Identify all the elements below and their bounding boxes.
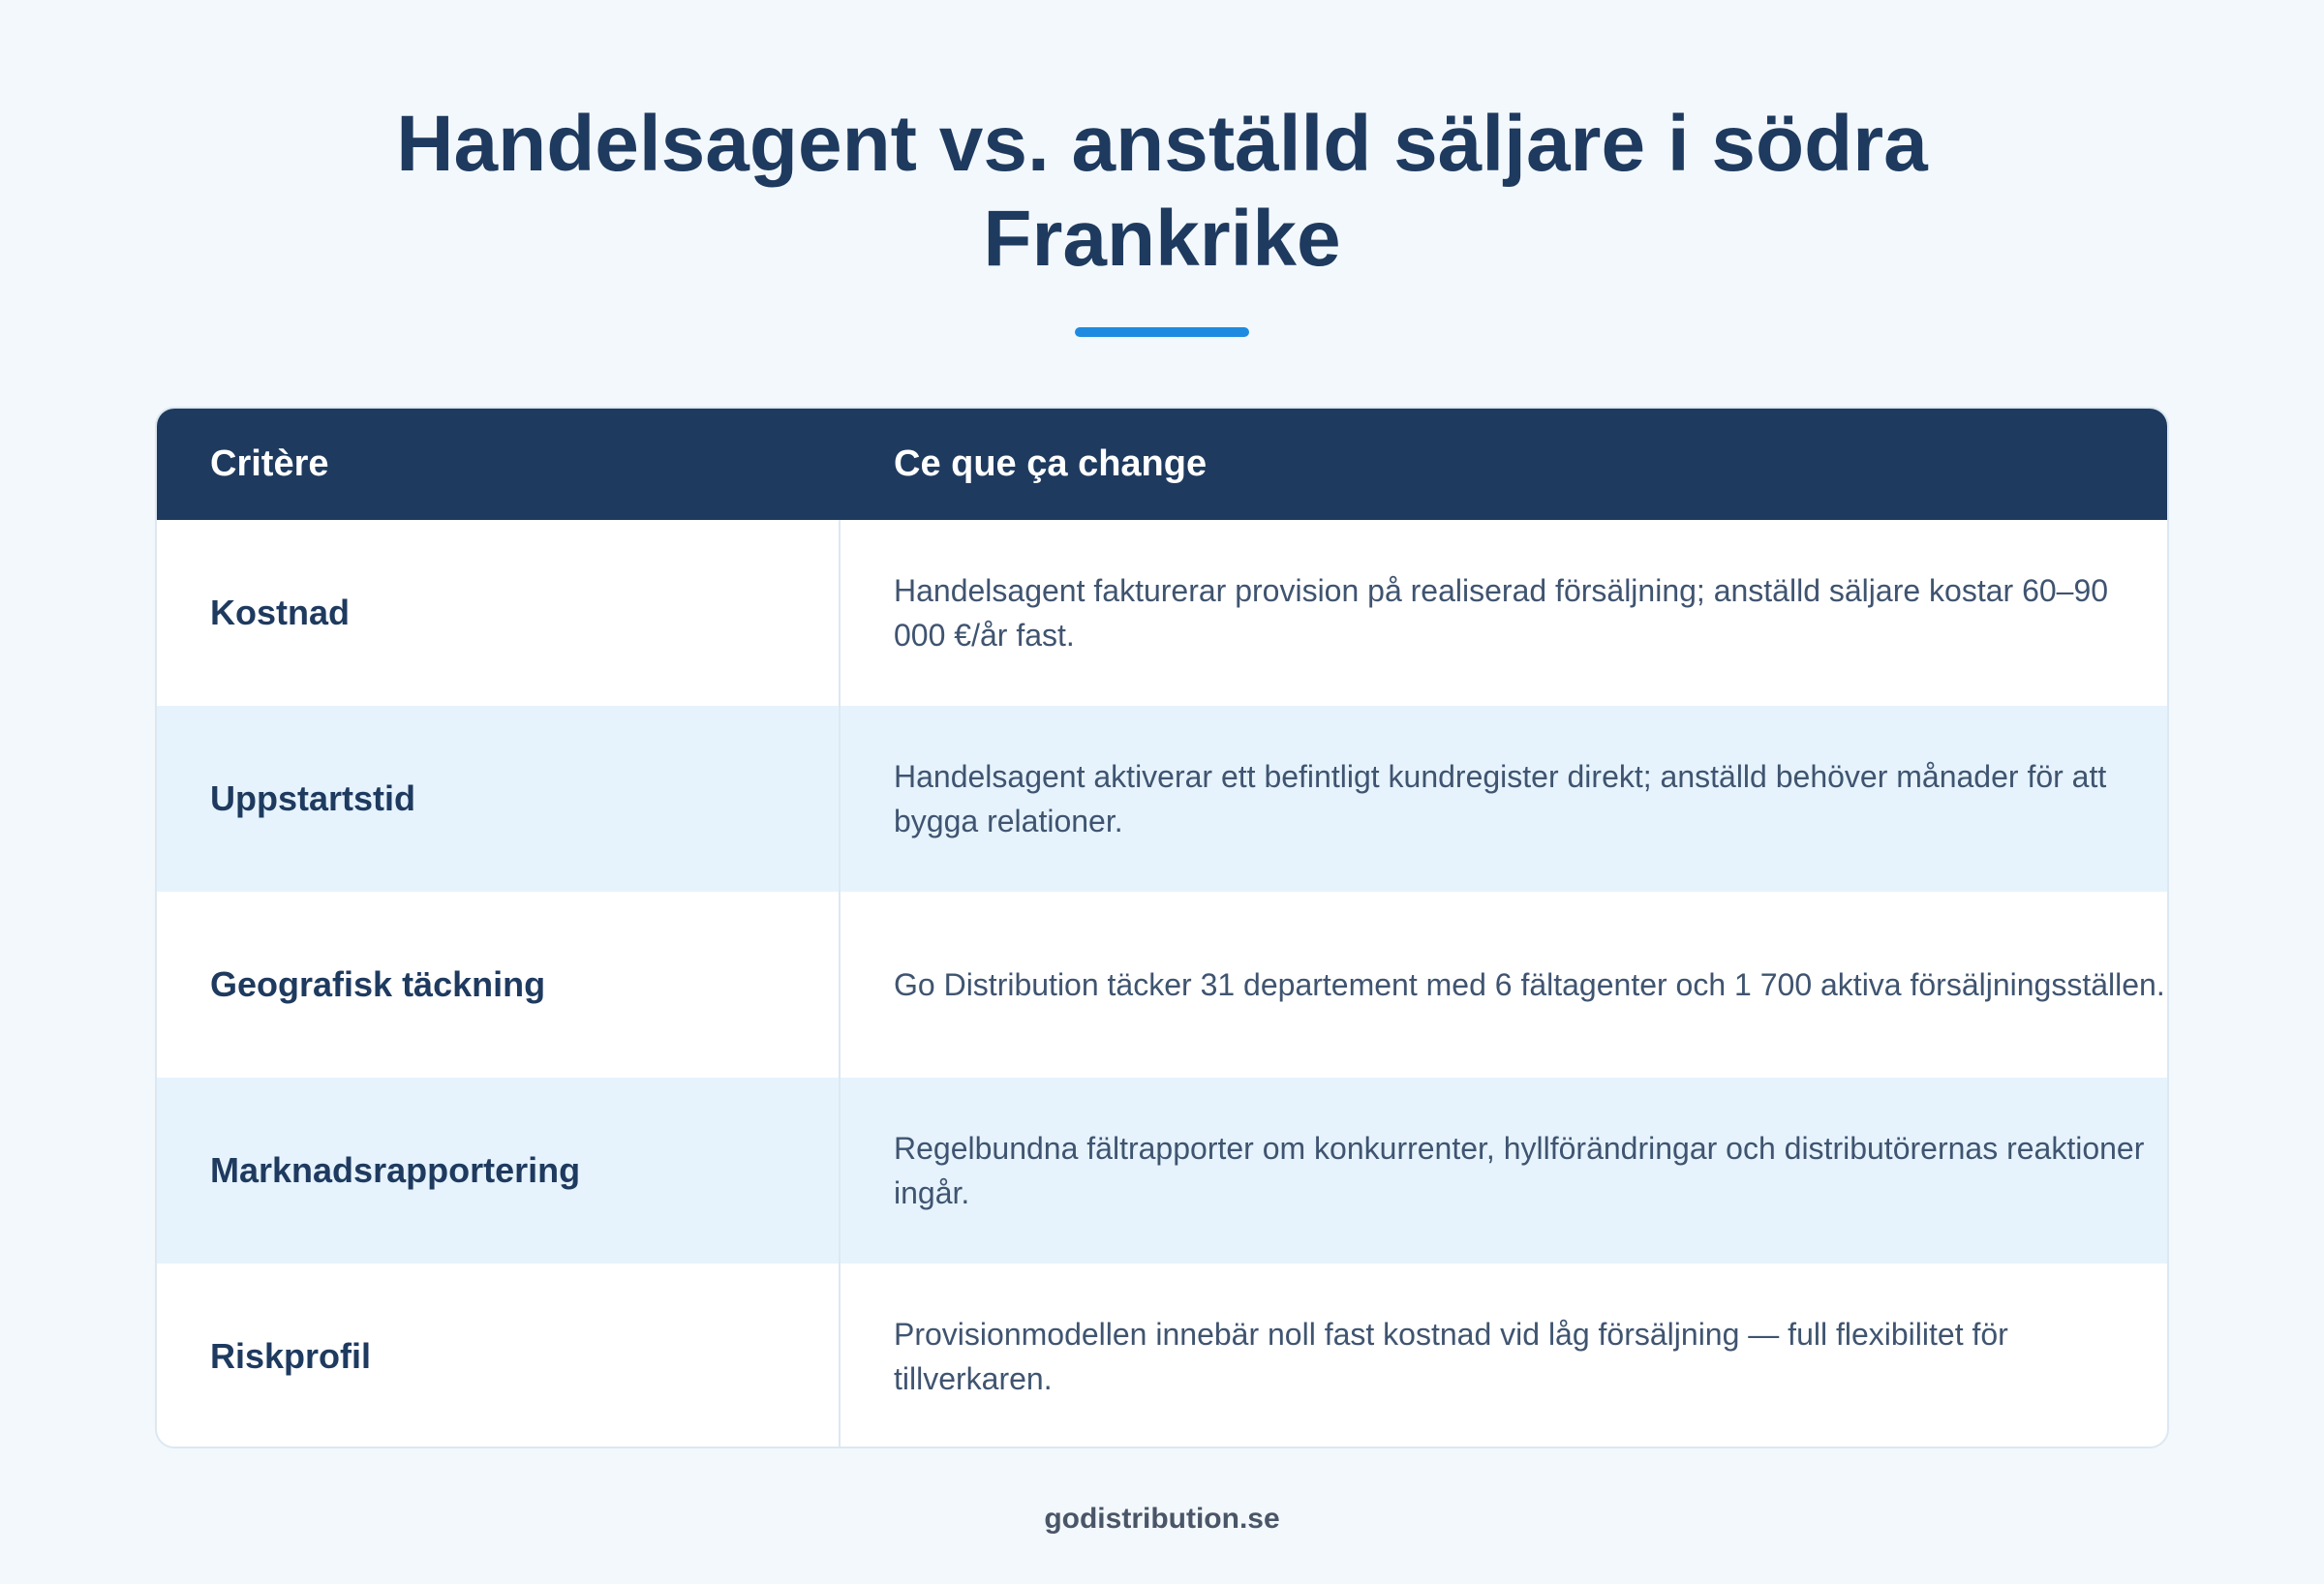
row-description bbox=[841, 1078, 2167, 1264]
row-description bbox=[841, 520, 2167, 706]
column-header-change: Ce que ça change bbox=[894, 443, 1208, 484]
table-row bbox=[157, 1264, 2167, 1448]
title-underline bbox=[1075, 327, 1249, 337]
table-row bbox=[157, 520, 2167, 706]
row-description-text: Handelsagent fakturerar provision på realiserad försäljning; anställd säljare kostar 60–90 000 €/år fast. bbox=[894, 573, 2109, 653]
row-description bbox=[841, 1264, 2167, 1448]
row-description bbox=[841, 706, 2167, 892]
footer-site-name: godistribution.se bbox=[1044, 1503, 1280, 1535]
row-criterion: Uppstartstid bbox=[157, 706, 841, 892]
table-row bbox=[157, 892, 2167, 1078]
comparison-table bbox=[155, 407, 2169, 1448]
row-criterion: Geografisk täckning bbox=[157, 892, 841, 1078]
row-criterion: Riskprofil bbox=[157, 1264, 841, 1448]
table-row bbox=[157, 1078, 2167, 1264]
row-description-text: Provisionmodellen innebär noll fast kostnad vid låg försäljning — full flexibilitet för tillverkaren. bbox=[894, 1317, 2008, 1396]
table-row bbox=[157, 706, 2167, 892]
page-title: Handelsagent vs. anställd säljare i södra Frankrike bbox=[396, 100, 1928, 283]
column-header-criterion: Critère bbox=[210, 443, 329, 484]
row-description-text: Regelbundna fältrapporter om konkurrenter, hyllförändringar och distributörernas reaktioner ingår. bbox=[894, 1131, 2145, 1210]
row-description-text: Handelsagent aktiverar ett befintligt kundregister direkt; anställd behöver månader för att bygga relationer. bbox=[894, 759, 2107, 838]
row-criterion: Kostnad bbox=[157, 520, 841, 706]
table-header bbox=[157, 409, 2167, 520]
row-description-text: Go Distribution täcker 31 departement med 6 fältagenter och 1 700 aktiva försäljningsställen. bbox=[894, 967, 2165, 1002]
row-description bbox=[841, 892, 2167, 1078]
row-criterion: Marknadsrapportering bbox=[157, 1078, 841, 1264]
